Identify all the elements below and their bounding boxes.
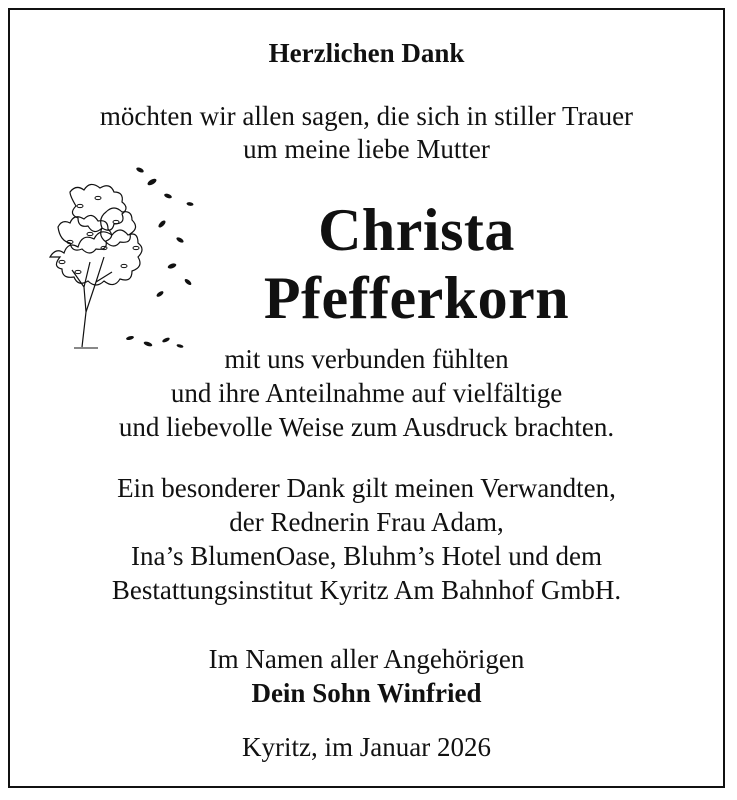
deceased-name (110, 196, 723, 332)
special-line-3: Ina’s BlumenOase, Bluhm’s Hotel und dem (131, 541, 602, 571)
heading: Herzlichen Dank (268, 38, 465, 68)
special-line-1: Ein besonderer Dank gilt meinen Verwandten, (117, 473, 616, 503)
sign-line-1: Im Namen aller Angehörigen (208, 644, 525, 674)
thanks-line-2: und ihre Anteilnahme auf vielfältige (170, 378, 563, 408)
first-name: Christa (318, 197, 515, 263)
special-thanks-text (10, 471, 723, 607)
signature-block (10, 642, 723, 710)
signer-name: Dein Sohn Winfried (251, 678, 482, 708)
thanks-text (10, 342, 723, 444)
intro-line-2: um meine liebe Mutter (243, 134, 490, 164)
special-line-4: Bestattungsinstitut Kyritz Am Bahnhof GmbH. (111, 575, 622, 605)
intro-line-1: möchten wir allen sagen, die sich in stiller Trauer (99, 101, 634, 131)
obituary-card (8, 8, 725, 788)
intro-text (10, 100, 723, 166)
thanks-line-1: mit uns verbunden fühlten (224, 344, 509, 374)
last-name: Pfefferkorn (263, 265, 570, 331)
special-line-2: der Rednerin Frau Adam, (229, 507, 504, 537)
thanks-line-3: und liebevolle Weise zum Ausdruck brachten. (118, 412, 615, 442)
place-date: Kyritz, im Januar 2026 (242, 732, 491, 762)
